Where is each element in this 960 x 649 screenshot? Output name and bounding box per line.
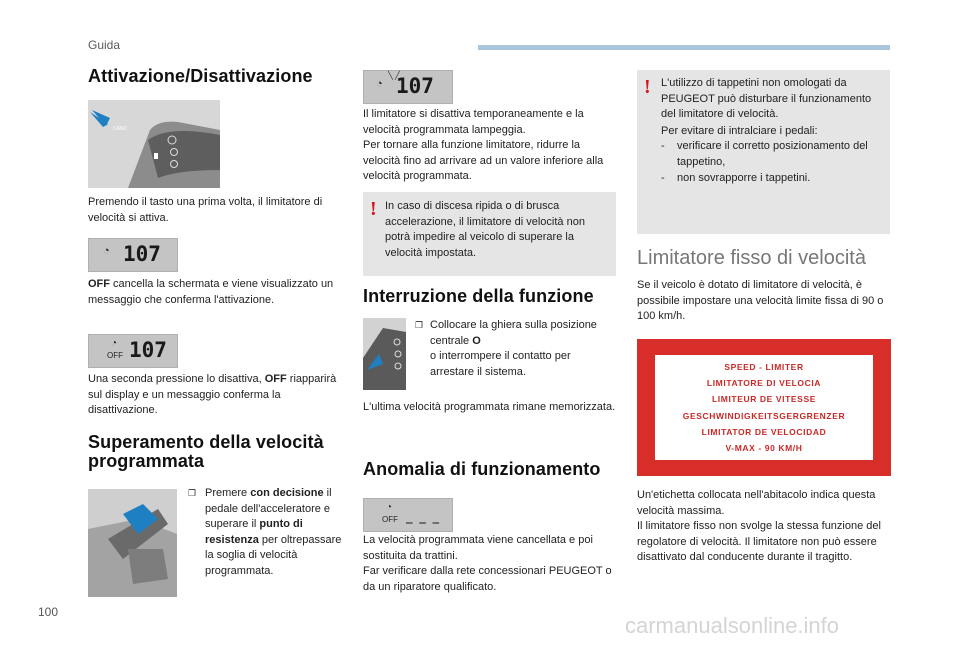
interrupt-a: Collocare la ghiera sulla posizione centrale	[430, 319, 597, 347]
label-line: V-MAX - 90 KM/H	[725, 443, 803, 453]
warning-icon: !	[644, 76, 651, 98]
label-line: GESCHWINDIGKEITSGERGRENZER	[682, 411, 846, 421]
para-fault2: Far verificare dalla rete concessionari PEUGEOT o da un riparatore qualificato.	[363, 565, 612, 593]
para-exceed	[205, 486, 343, 579]
title-fixed-limiter: Limitatore fisso di velocità	[637, 247, 866, 269]
second-off: OFF	[264, 373, 287, 385]
para-label2: Il limitatore fisso non svolge la stessa funzione del regolatore di velocità. Il limitatore non può essere disattivato dal conducente durante il tragitto.	[637, 520, 881, 563]
warning-box-mats	[637, 70, 890, 234]
warning-mats-avoid: Per evitare di intralciare i pedali:	[661, 125, 818, 137]
off-label: OFF	[88, 278, 110, 290]
title-exceed: Superamento della velocità programmata	[88, 432, 324, 471]
label-line: LIMITATORE DI VELOCIA	[706, 378, 822, 388]
para-return: Per tornare alla funzione limitatore, ridurre la velocità fino ad arrivare ad un valore inferiore alla velocità programmata.	[363, 139, 604, 182]
title-activation: Attivazione/Disattivazione	[88, 66, 313, 86]
para-off	[88, 277, 343, 308]
exceed-1: Premere	[205, 487, 251, 499]
stalk-illustration	[88, 100, 220, 188]
ring-image	[363, 318, 406, 390]
title-interrupt: Interruzione della funzione	[363, 286, 594, 306]
label-line: LIMITEUR DE VITESSE	[712, 394, 816, 404]
warning-box-descent	[363, 192, 616, 276]
watermark: carmanualsonline.info	[625, 613, 840, 638]
lcd-fault-prefix: OFF	[382, 515, 398, 524]
blink-marks: ╲ ╱	[388, 71, 400, 80]
para-fault1: La velocità programmata viene cancellata e poi sostituita da trattini.	[363, 534, 593, 562]
interrupt-o: O	[472, 334, 481, 347]
pedal-illustration	[88, 489, 177, 597]
lcd-blink-value: 107	[396, 74, 434, 98]
header-bar	[478, 45, 890, 50]
para-second	[88, 372, 343, 419]
speedometer-icon: ◔	[111, 338, 118, 349]
second-text-a: Una seconda pressione lo disattiva,	[88, 373, 265, 385]
para-fixed: Se il veicolo è dotato di limitatore di velocità, è possibile impostare una velocità limite fissa di 90 o 100 km/h.	[637, 279, 884, 322]
dash-marker: -	[661, 140, 665, 152]
exceed-2: con decisione	[250, 487, 324, 499]
para-blink: Il limitatore si disattiva temporaneamente e la velocità programmata lampeggia.	[363, 108, 584, 136]
speed-limiter-label	[637, 339, 891, 476]
title-fault: Anomalia di funzionamento	[363, 459, 601, 479]
page-number: 100	[38, 605, 59, 619]
lcd-display-fault	[363, 498, 453, 532]
lcd-display-1	[88, 238, 178, 272]
exceed-5: per oltrepassare la soglia di velocità programmata.	[205, 533, 342, 577]
stalk-image	[88, 100, 220, 188]
lcd-2-value: 107	[129, 338, 167, 362]
para-interrupt	[430, 318, 600, 380]
lcd-display-blink	[363, 70, 453, 104]
para-press: Premendo il tasto una prima volta, il limitatore di velocità si attiva.	[88, 196, 323, 224]
warning-mats-intro: L'utilizzo di tappetini non omologati da PEUGEOT può disturbare il funzionamento del limitatore di velocità.	[661, 77, 872, 120]
bullet-icon: ❐	[188, 489, 197, 499]
para-memory: L'ultima velocità programmata rimane memorizzata.	[363, 401, 616, 413]
exceed-4: punto di resistenza	[205, 518, 303, 546]
label-line: SPEED - LIMITER	[724, 362, 804, 372]
lcd-2-prefix: OFF	[107, 351, 123, 360]
bullet-icon: ❐	[415, 321, 424, 331]
svg-text:CANC: CANC	[113, 126, 128, 132]
speedometer-icon: ◔	[103, 245, 110, 257]
para-label: Un'etichetta collocata nell'abitacolo indica questa velocità massima.	[637, 489, 876, 517]
lcd-fault-value: _ _ _	[406, 511, 440, 524]
dash-marker: -	[661, 172, 665, 184]
warning-mats-item-2: non sovrapporre i tappetini.	[677, 172, 811, 184]
lcd-1-value: 107	[123, 242, 161, 266]
speedometer-icon: ◔	[386, 502, 393, 513]
warning-mats-item-1: verificare il corretto posizionamento del tappetino,	[677, 140, 868, 168]
ring-illustration	[363, 318, 406, 390]
label-line: LIMITATOR DE VELOCIDAD	[701, 427, 827, 437]
second-text-b: riapparirà sul display e un messaggio conferma la disattivazione.	[88, 373, 337, 416]
warning-descent-text: In caso di discesa ripida o di brusca accelerazione, il limitatore di velocità non potrà impedire al veicolo di superare la velocità impostata.	[385, 200, 585, 259]
pedal-image	[88, 489, 177, 597]
section-title: Guida	[88, 38, 121, 52]
lcd-display-2	[88, 334, 178, 368]
speed-limiter-label-inner	[655, 355, 873, 460]
warning-icon: !	[370, 198, 377, 220]
off-text: cancella la schermata e viene visualizzato un messaggio che conferma l'attivazione.	[88, 278, 334, 306]
interrupt-b: o interrompere il contatto per arrestare il sistema.	[430, 350, 571, 378]
speedometer-icon: ◔	[376, 78, 383, 90]
exceed-3: il pedale dell'acceleratore e superare il	[205, 487, 332, 530]
